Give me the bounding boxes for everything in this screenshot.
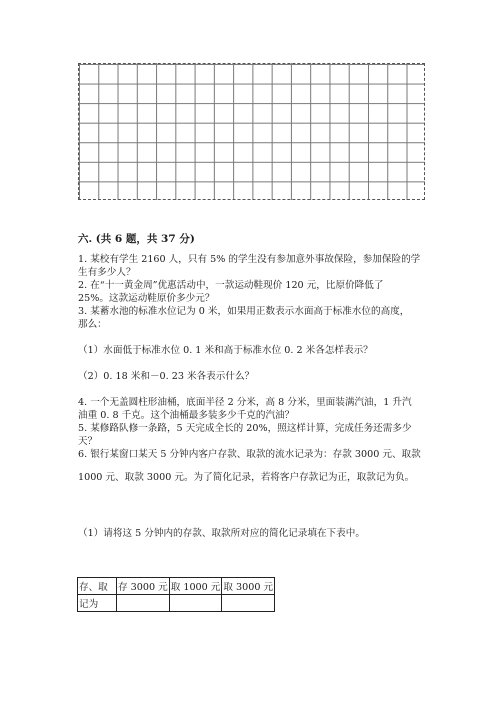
table-header-row bbox=[78, 578, 275, 595]
problem-6-line-2: 1000 元、取款 3000 元。为了简化记录，若将客户存款记为正，取款记为负。 bbox=[78, 472, 415, 483]
problem-2-line-2: 25%。这款运动鞋原价多少元？ bbox=[78, 293, 215, 304]
table-header-cell: 存、取 bbox=[78, 578, 117, 595]
problem-3-subquestion-1: （1）水面低于标准水位 0. 1 米和高于标准水位 0. 2 米各怎样表示？ bbox=[78, 345, 373, 356]
problem-1-line-1: 1. 某校有学生 2160 人，只有 5% 的学生没有参加意外事故保险，参加保险的学 bbox=[78, 254, 421, 265]
table-row bbox=[78, 595, 275, 612]
table-row-label: 记为 bbox=[78, 595, 117, 612]
record-table bbox=[77, 577, 275, 612]
writing-grid bbox=[78, 63, 425, 200]
problem-3-subquestion-2: （2）0. 18 米和－0. 23 米各表示什么？ bbox=[78, 371, 255, 382]
problem-2-line-1: 2. 在“十一黄金周”优惠活动中，一款运动鞋现价 120 元，比原价降低了 bbox=[78, 280, 384, 291]
table-header-cell: 取 3000 元 bbox=[222, 578, 275, 595]
answer-cell[interactable] bbox=[222, 595, 275, 612]
section-title: 六. (共 6 题，共 37 分) bbox=[78, 233, 195, 245]
problem-5-line-2: 天？ bbox=[78, 436, 98, 447]
answer-cell[interactable] bbox=[117, 595, 170, 612]
table-header-cell: 取 1000 元 bbox=[169, 578, 222, 595]
problem-6-line-1: 6. 银行某窗口某天 5 分钟内客户存款、取款的流水记录为：存款 3000 元、取款 bbox=[78, 449, 421, 460]
problem-1-line-2: 生有多少人？ bbox=[78, 267, 136, 278]
problem-3-line-1: 3. 某蓄水池的标准水位记为 0 米，如果用正数表示水面高于标准水位的高度， bbox=[78, 306, 410, 317]
problem-3-line-2: 那么： bbox=[78, 319, 107, 330]
problem-4-line-1: 4. 一个无盖圆柱形油桶，底面半径 2 分米，高 8 分米，里面装满汽油，1 升汽 bbox=[78, 397, 412, 408]
problem-6-subquestion-1: （1）请将这 5 分钟内的存款、取款所对应的简化记录填在下表中。 bbox=[78, 528, 365, 539]
problem-5-line-1: 5. 某修路队修一条路，5 天完成全长的 20%，照这样计算，完成任务还需多少 bbox=[78, 423, 412, 434]
answer-cell[interactable] bbox=[169, 595, 222, 612]
table-header-cell: 存 3000 元 bbox=[117, 578, 170, 595]
problem-4-line-2: 油重 0. 8 千克。这个油桶最多装多少千克的汽油？ bbox=[78, 410, 295, 421]
